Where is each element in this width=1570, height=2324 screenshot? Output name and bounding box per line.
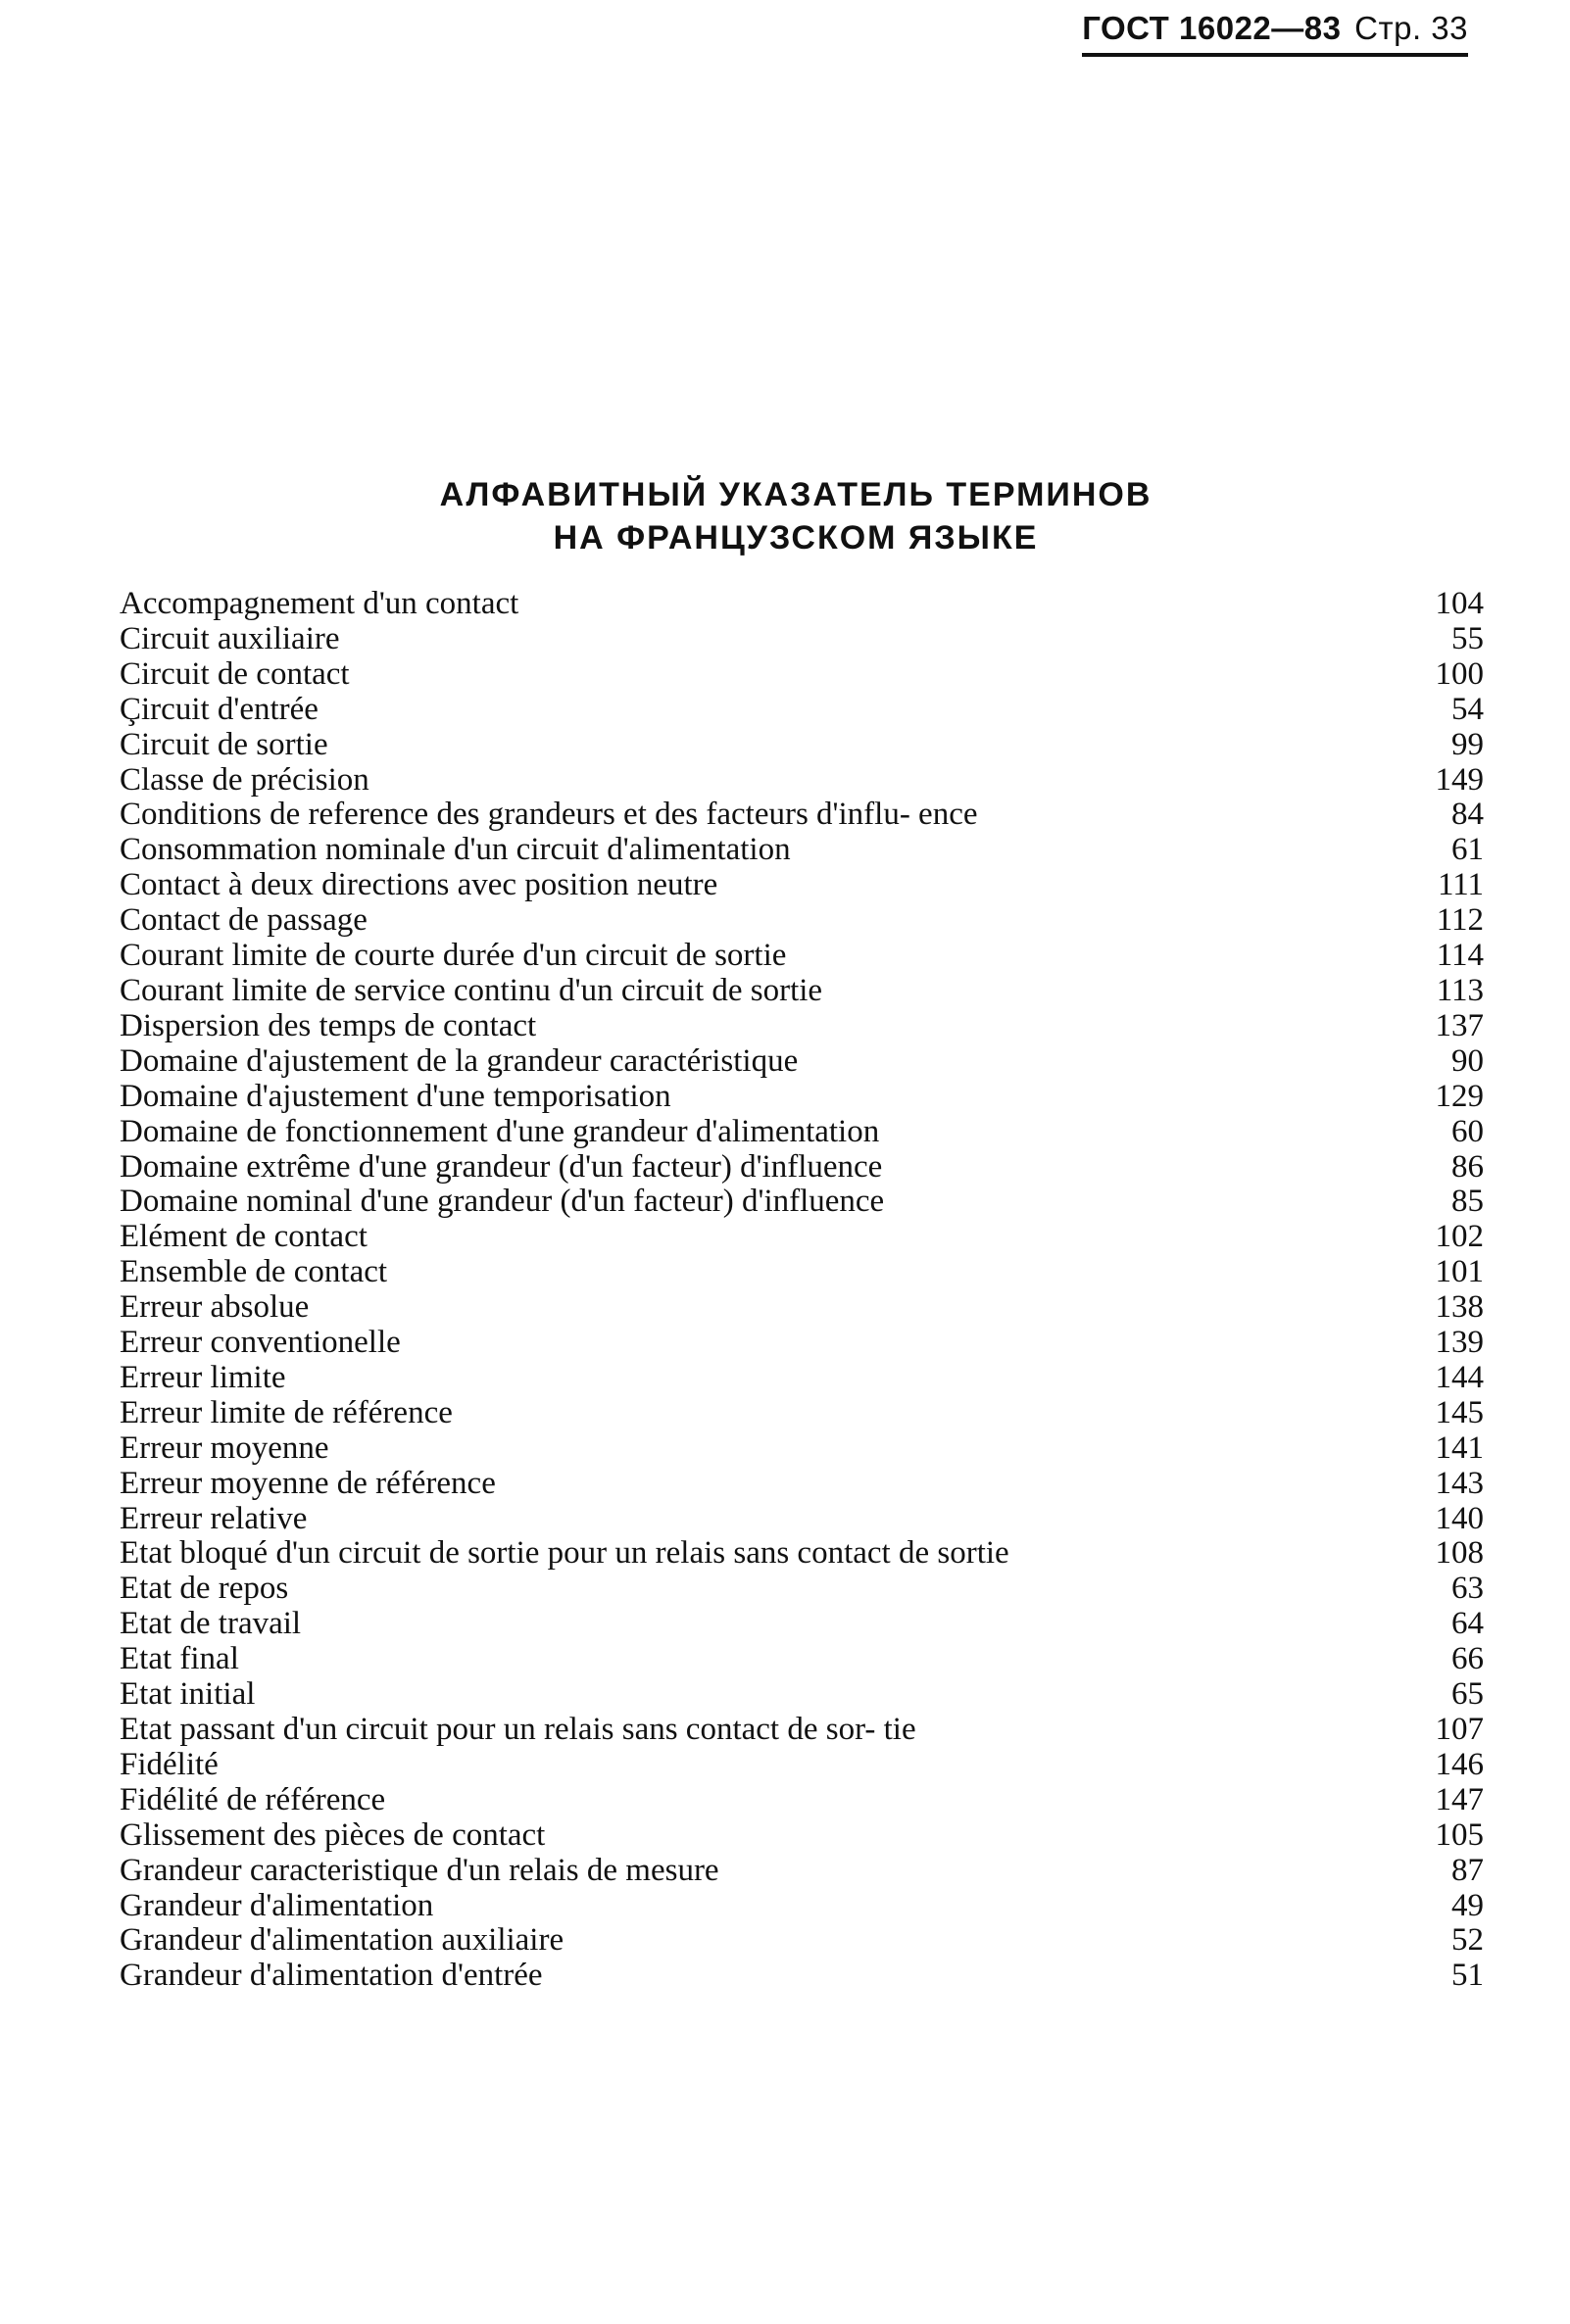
index-term: Circuit de contact (120, 655, 350, 692)
index-term: Conditions de reference des grandeurs et des facteurs d'influ- ence (120, 797, 978, 833)
index-term-number: 113 (1436, 972, 1484, 1008)
index-term-number: 114 (1436, 938, 1484, 974)
index-term-number: 107 (1435, 1712, 1484, 1747)
index-term: Erreur limite (120, 1359, 286, 1395)
index-term-number: 143 (1435, 1465, 1484, 1501)
index-term-number: 145 (1435, 1394, 1484, 1430)
index-term: Domaine extrême d'une grandeur (d'un facteur) d'influence (120, 1148, 883, 1185)
index-entry (120, 1150, 1484, 1186)
index-term-number: 55 (1451, 620, 1484, 656)
index-term: Fidélité (120, 1746, 219, 1782)
index-entry (120, 798, 1484, 833)
index-term: Etat de repos (120, 1571, 289, 1607)
index-term-number: 105 (1435, 1816, 1484, 1853)
index-term: Etat initial (120, 1676, 256, 1713)
index-term: Grandeur caracteristique d'un relais de mesure (120, 1852, 719, 1888)
index-entry (120, 693, 1484, 728)
index-term-number: 61 (1451, 832, 1484, 868)
index-entry (120, 1889, 1484, 1924)
index-term-number: 65 (1451, 1676, 1484, 1713)
index-entry (120, 1783, 1484, 1818)
index-entry (120, 974, 1484, 1009)
index-term: Etat bloqué d'un circuit de sortie pour un relais sans contact de sortie (120, 1535, 1009, 1572)
index-title-line-2: НА ФРАНЦУЗСКОМ ЯЗЫКЕ (553, 519, 1039, 557)
index-entry (120, 1572, 1484, 1607)
index-term: Erreur relative (120, 1500, 308, 1536)
index-term-number: 144 (1435, 1359, 1484, 1395)
index-entry (120, 657, 1484, 693)
index-entry (120, 1220, 1484, 1255)
index-entry (120, 728, 1484, 763)
index-term-number: 86 (1451, 1148, 1484, 1185)
index-term: Domaine d'ajustement d'une temporisation (120, 1078, 671, 1114)
index-term-number: 84 (1451, 797, 1484, 833)
index-term-number: 51 (1451, 1958, 1484, 1994)
term-index-list (120, 587, 1484, 1994)
index-term-number: 85 (1451, 1184, 1484, 1220)
index-term: Circuit auxiliaire (120, 620, 340, 656)
index-term: Domaine de fonctionnement d'une grandeur d'alimentation (120, 1113, 880, 1149)
index-entry (120, 833, 1484, 868)
index-term-number: 141 (1435, 1429, 1484, 1466)
index-term-number: 63 (1451, 1571, 1484, 1607)
index-term-number: 147 (1435, 1781, 1484, 1817)
index-term-number: 66 (1451, 1641, 1484, 1677)
index-term-number: 140 (1435, 1500, 1484, 1536)
index-entry (120, 1467, 1484, 1502)
index-entry (120, 1185, 1484, 1220)
index-entry (120, 1713, 1484, 1748)
index-entry (120, 1115, 1484, 1150)
index-term: Domaine d'ajustement de la grandeur caractéristique (120, 1042, 799, 1079)
index-term-number: 87 (1451, 1852, 1484, 1888)
index-term: Domaine nominal d'une grandeur (d'un facteur) d'influence (120, 1184, 885, 1220)
index-term: Grandeur d'alimentation (120, 1887, 434, 1923)
index-term: Accompagnement d'un contact (120, 586, 519, 621)
index-term: Ensemble de contact (120, 1254, 388, 1290)
index-term: Çircuit d'entrée (120, 691, 319, 727)
index-entry (120, 1044, 1484, 1080)
index-entry (120, 763, 1484, 799)
index-entry (120, 1431, 1484, 1467)
index-entry (120, 1959, 1484, 1994)
index-term: Circuit de sortie (120, 726, 328, 762)
index-term: Erreur absolue (120, 1289, 310, 1326)
index-term-number: 129 (1435, 1078, 1484, 1114)
index-term-number: 99 (1451, 726, 1484, 762)
index-entry (120, 939, 1484, 974)
index-term-number: 138 (1435, 1289, 1484, 1326)
index-entry (120, 903, 1484, 939)
index-title (0, 473, 1570, 559)
index-term-number: 137 (1435, 1007, 1484, 1043)
index-term-number: 52 (1451, 1922, 1484, 1959)
index-entry (120, 1536, 1484, 1572)
index-term-number: 139 (1435, 1325, 1484, 1361)
index-term: Dispersion des temps de contact (120, 1007, 537, 1043)
standard-number: ГОСТ 16022—83 (1082, 10, 1342, 46)
index-term: Glissement des pièces de contact (120, 1816, 546, 1853)
index-term-number: 100 (1435, 655, 1484, 692)
index-entry (120, 868, 1484, 903)
index-term: Contact à deux directions avec position neutre (120, 867, 718, 903)
index-term: Erreur moyenne (120, 1429, 329, 1466)
index-term-number: 102 (1435, 1219, 1484, 1255)
index-term: Grandeur d'alimentation auxiliaire (120, 1922, 564, 1959)
index-term-number: 60 (1451, 1113, 1484, 1149)
index-entry (120, 1642, 1484, 1677)
index-entry (120, 1326, 1484, 1361)
index-entry (120, 587, 1484, 622)
index-term-number: 112 (1436, 902, 1484, 939)
page-header (1082, 10, 1468, 57)
index-entry (120, 1854, 1484, 1889)
index-term: Erreur limite de référence (120, 1394, 453, 1430)
index-term-number: 54 (1451, 691, 1484, 727)
index-term: Classe de précision (120, 761, 369, 798)
index-entry (120, 1502, 1484, 1537)
index-entry (120, 1607, 1484, 1642)
index-entry (120, 1748, 1484, 1783)
index-term-number: 111 (1437, 867, 1484, 903)
index-term: Consommation nominale d'un circuit d'alimentation (120, 832, 791, 868)
index-entry (120, 622, 1484, 657)
index-term: Fidélité de référence (120, 1781, 386, 1817)
index-term-number: 146 (1435, 1746, 1484, 1782)
index-term: Etat final (120, 1641, 239, 1677)
index-entry (120, 1361, 1484, 1396)
index-term-number: 101 (1435, 1254, 1484, 1290)
index-term: Elément de contact (120, 1219, 368, 1255)
page-number: Стр. 33 (1354, 10, 1468, 46)
index-entry (120, 1818, 1484, 1854)
index-term: Courant limite de service continu d'un circuit de sortie (120, 972, 823, 1008)
index-term-number: 108 (1435, 1535, 1484, 1572)
index-entry (120, 1923, 1484, 1959)
index-term: Erreur moyenne de référence (120, 1465, 496, 1501)
index-term-number: 64 (1451, 1606, 1484, 1642)
index-entry (120, 1080, 1484, 1115)
index-entry (120, 1255, 1484, 1290)
index-term-number: 149 (1435, 761, 1484, 798)
index-term: Grandeur d'alimentation d'entrée (120, 1958, 543, 1994)
index-term: Etat passant d'un circuit pour un relais sans contact de sor- tie (120, 1712, 916, 1747)
index-term-number: 104 (1435, 586, 1484, 621)
index-term-number: 90 (1451, 1042, 1484, 1079)
index-term-number: 49 (1451, 1887, 1484, 1923)
index-entry (120, 1290, 1484, 1326)
index-entry (120, 1396, 1484, 1431)
index-entry (120, 1009, 1484, 1044)
index-term: Contact de passage (120, 902, 368, 939)
index-term: Etat de travail (120, 1606, 302, 1642)
index-entry (120, 1677, 1484, 1713)
index-term: Courant limite de courte durée d'un circuit de sortie (120, 938, 787, 974)
index-term: Erreur conventionelle (120, 1325, 401, 1361)
index-title-line-1: АЛФАВИТНЫЙ УКАЗАТЕЛЬ ТЕРМИНОВ (439, 476, 1153, 513)
